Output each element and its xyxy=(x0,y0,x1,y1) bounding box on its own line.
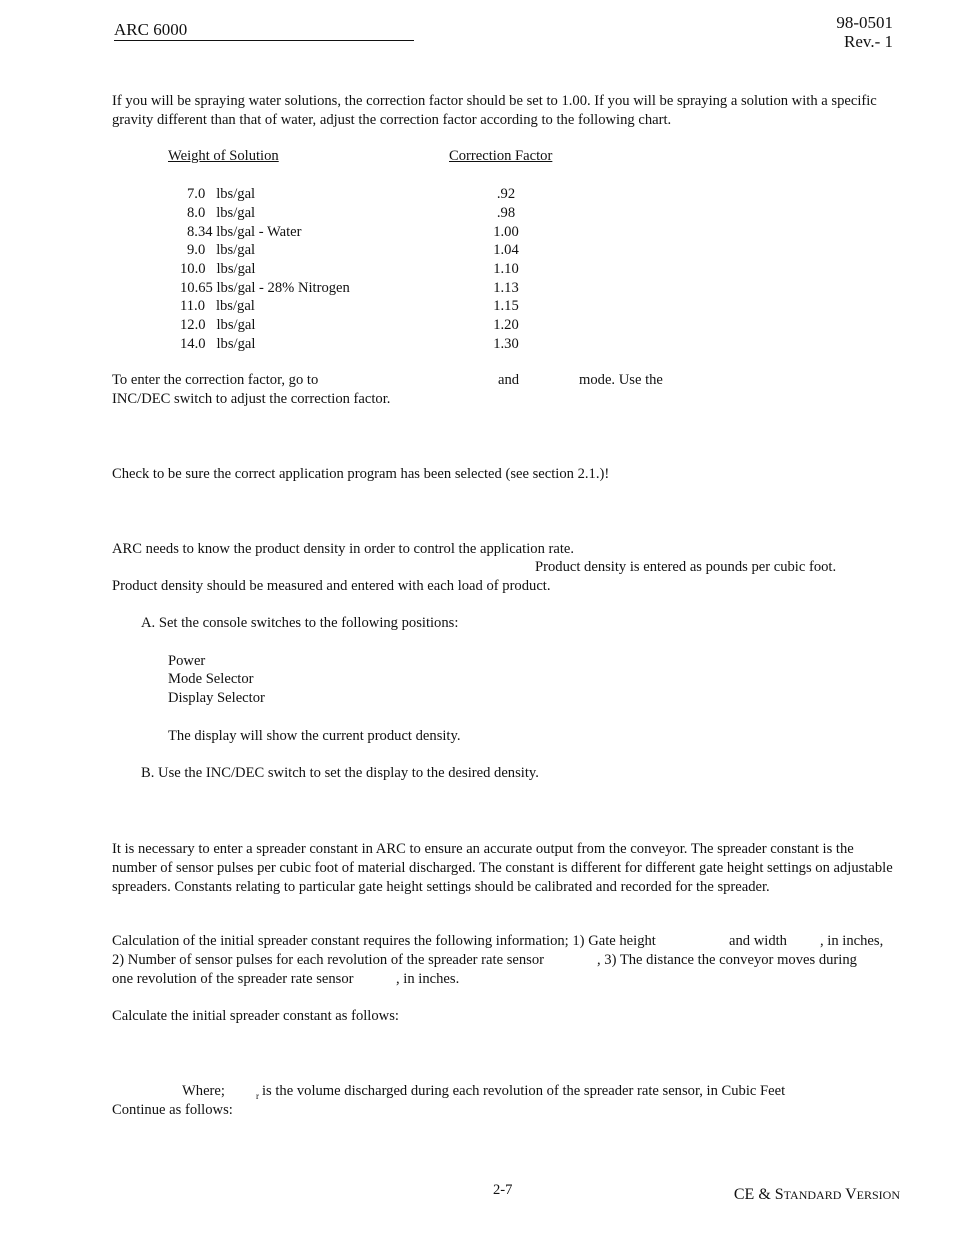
table-cell-weight: 9.0 lbs/gal xyxy=(187,242,256,258)
document-title: ARC 6000 xyxy=(114,20,414,41)
intro-paragraph: If you will be spraying water solutions, the correction factor should be set to 1.00. If you will be spraying a solution with a specific gravity different than that of water, adjust the correction factor according to the following chart. xyxy=(112,93,877,128)
table-cell-factor: 1.04 xyxy=(493,242,519,258)
table-cell-factor: .98 xyxy=(496,205,516,221)
version-v: V xyxy=(845,1186,857,1203)
calc-as-follows: Calculate the initial spreader constant as follows: xyxy=(112,1008,399,1024)
switch-power: Power xyxy=(168,653,206,669)
switch-display-selector: Display Selector xyxy=(168,690,265,706)
calc-info-line2a: 2) Number of sensor pulses for each revolution of the spreader rate sensor xyxy=(112,952,544,968)
enter-factor-mode: mode. Use the xyxy=(579,372,663,388)
continue-text: Continue as follows: xyxy=(112,1102,233,1118)
step-a: A. Set the console switches to the following positions: xyxy=(141,615,459,631)
table-cell-weight: 10.0 lbs/gal xyxy=(180,261,256,277)
table-cell-weight: 8.0 lbs/gal xyxy=(187,205,256,221)
version-s: S xyxy=(774,1186,784,1203)
spreader-constant-paragraph: It is necessary to enter a spreader constant in ARC to ensure an accurate output from the conveyor. The spreader constant is the number of sensor pulses per cubic foot of material discharged. The constant is different for different gate height settings on adjustable spreaders. Constants relating to particular gate height settings should be calibrated and recorded for the spreader. xyxy=(112,841,893,895)
table-cell-weight: 12.0 lbs/gal xyxy=(180,317,256,333)
version-ersion: ERSION xyxy=(856,1188,900,1202)
table-header-factor: Correction Factor xyxy=(449,148,553,164)
table-cell-factor: 1.00 xyxy=(493,224,519,240)
where-text: is the volume discharged during each revolution of the spreader rate sensor, in Cubic Feet xyxy=(262,1083,786,1099)
calc-info-line1b: and width xyxy=(729,933,787,949)
document-revision: Rev.- 1 xyxy=(844,32,893,51)
calc-info-line3b: , in inches. xyxy=(396,971,460,987)
document-number-block xyxy=(836,13,893,51)
enter-factor-text: To enter the correction factor, go to xyxy=(112,372,319,388)
table-cell-factor: 1.15 xyxy=(493,298,519,314)
version-ce: CE & xyxy=(733,1186,771,1203)
table-cell-weight: 8.34 lbs/gal - Water xyxy=(187,224,302,240)
version-tandard: TANDARD xyxy=(783,1188,842,1202)
where-subscript: r xyxy=(256,1091,259,1101)
table-cell-factor: .92 xyxy=(496,186,516,202)
calc-info-line2b: , 3) The distance the conveyor moves during xyxy=(597,952,857,968)
check-program-text: Check to be sure the correct application program has been selected (see section 2.1.)! xyxy=(112,466,610,482)
display-note: The display will show the current product density. xyxy=(168,728,461,744)
calc-info-line1c: , in inches, xyxy=(820,933,884,949)
calc-info-line3a: one revolution of the spreader rate sensor xyxy=(112,971,354,987)
table-cell-factor: 1.20 xyxy=(493,317,519,333)
table-cell-weight: 14.0 lbs/gal xyxy=(180,336,256,352)
switch-mode-selector: Mode Selector xyxy=(168,671,254,687)
enter-factor-line2: INC/DEC switch to adjust the correction factor. xyxy=(112,391,391,407)
density-line3: Product density should be measured and entered with each load of product. xyxy=(112,578,551,594)
document-number: 98-0501 xyxy=(836,13,893,32)
table-cell-factor: 1.10 xyxy=(493,261,519,277)
table-cell-weight: 7.0 lbs/gal xyxy=(187,186,256,202)
table-header-weight: Weight of Solution xyxy=(168,148,279,164)
table-cell-weight: 11.0 lbs/gal xyxy=(180,298,255,314)
calc-info-line1a: Calculation of the initial spreader constant requires the following information; 1) Gate height xyxy=(112,933,656,949)
density-line2: Product density is entered as pounds per cubic foot. xyxy=(535,559,837,575)
table-cell-factor: 1.30 xyxy=(493,336,519,352)
table-cell-weight: 10.65 lbs/gal - 28% Nitrogen xyxy=(180,280,350,296)
table-cell-factor: 1.13 xyxy=(493,280,519,296)
density-line1: ARC needs to know the product density in order to control the application rate. xyxy=(112,541,575,557)
version-label xyxy=(734,1186,900,1204)
where-label: Where; xyxy=(182,1083,225,1099)
enter-factor-and: and xyxy=(498,372,520,388)
step-b: B. Use the INC/DEC switch to set the display to the desired density. xyxy=(141,765,539,781)
page-number: 2-7 xyxy=(493,1182,513,1198)
